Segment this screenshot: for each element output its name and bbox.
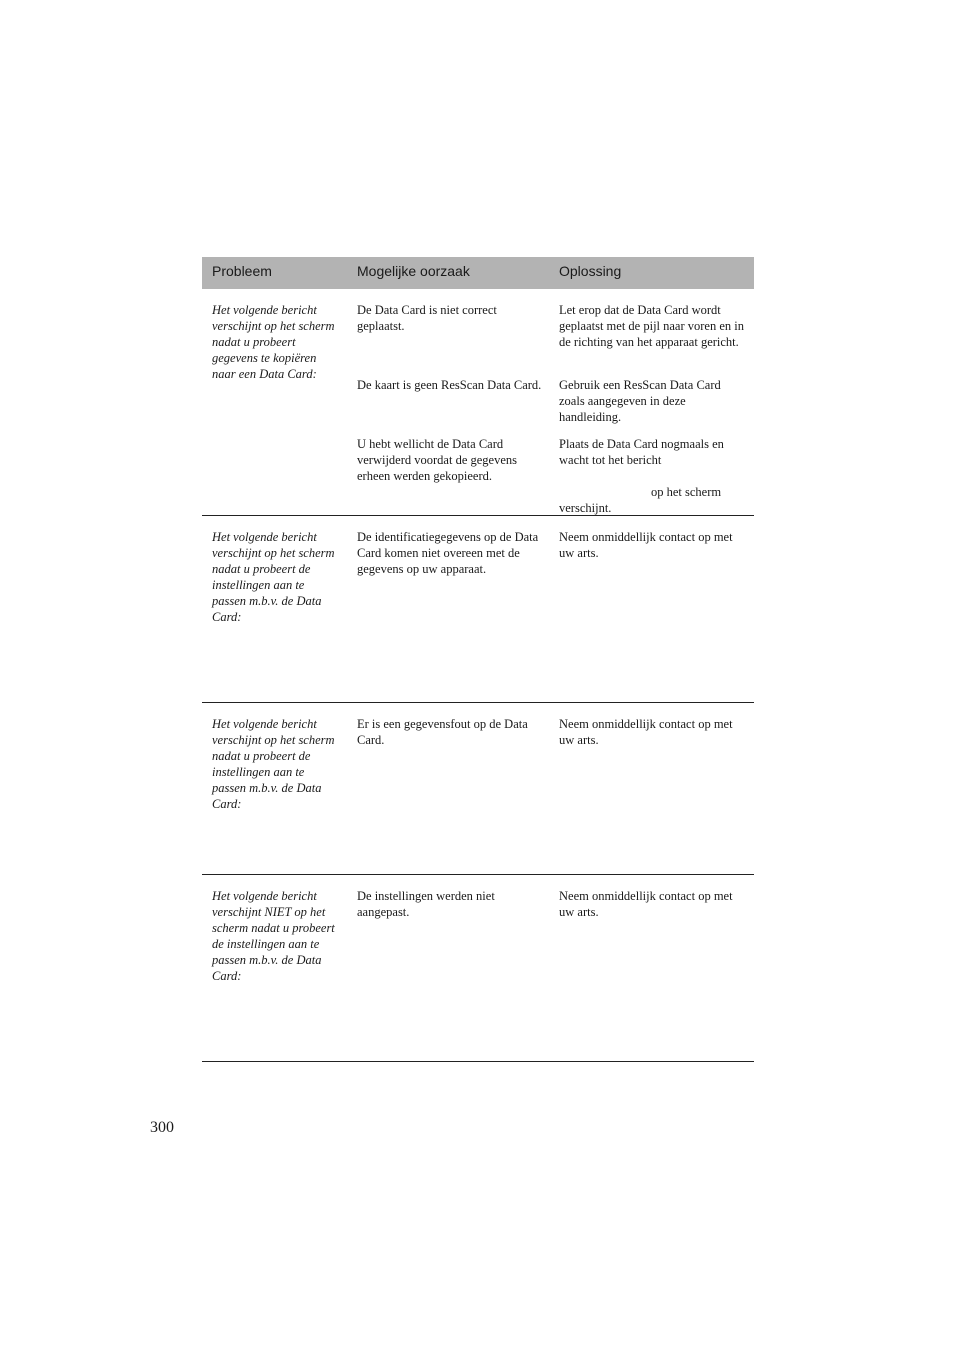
table-row <box>202 289 754 516</box>
cause-cell: De kaart is geen ResScan Data Card. <box>357 378 542 392</box>
header-solution: Oplossing <box>559 263 622 279</box>
solution-cell: op het scherm <box>651 485 722 499</box>
troubleshooting-table <box>202 257 754 1062</box>
problem-cell: Het volgende bericht verschijnt op het scherm nadat u probeert de instellingen aan te passen m.b.v. de Data Card: <box>212 530 335 624</box>
solution-cell: Neem onmiddellijk contact op met uw arts. <box>559 717 733 747</box>
solution-cell: Gebruik een ResScan Data Card zoals aangegeven in deze handleiding. <box>559 378 721 424</box>
table-header <box>202 257 754 289</box>
cause-cell: Er is een gegevensfout op de Data Card. <box>357 717 528 747</box>
cause-cell: De identificatiegegevens op de Data Card komen niet overeen met de gegevens op uw apparaat. <box>357 530 539 576</box>
cause-cell: De instellingen werden niet aangepast. <box>357 889 495 919</box>
cause-cell: U hebt wellicht de Data Card verwijderd voordat de gegevens erheen werden gekopieerd. <box>357 437 518 483</box>
solution-cell: Let erop dat de Data Card wordt geplaatst met de pijl naar voren en in de richting van het apparaat gericht. <box>559 303 745 349</box>
solution-cell: Neem onmiddellijk contact op met uw arts. <box>559 889 733 919</box>
solution-cell: Plaats de Data Card nogmaals en wacht tot het bericht <box>559 437 724 467</box>
problem-cell: Het volgende bericht verschijnt op het scherm nadat u probeert gegevens te kopiëren naar een Data Card: <box>212 303 335 381</box>
solution-cell: verschijnt. <box>559 501 612 515</box>
header-problem: Probleem <box>212 263 272 279</box>
solution-cell: Neem onmiddellijk contact op met uw arts. <box>559 530 733 560</box>
problem-cell: Het volgende bericht verschijnt NIET op het scherm nadat u probeert de instellingen aan te passen m.b.v. de Data Card: <box>212 889 335 983</box>
table-row <box>202 875 754 1062</box>
header-cause: Mogelijke oorzaak <box>357 263 470 279</box>
table-row <box>202 516 754 703</box>
page-number: 300 <box>150 1119 174 1136</box>
cause-cell: De Data Card is niet correct geplaatst. <box>357 303 497 333</box>
problem-cell: Het volgende bericht verschijnt op het scherm nadat u probeert de instellingen aan te passen m.b.v. de Data Card: <box>212 717 335 811</box>
table-row <box>202 703 754 875</box>
